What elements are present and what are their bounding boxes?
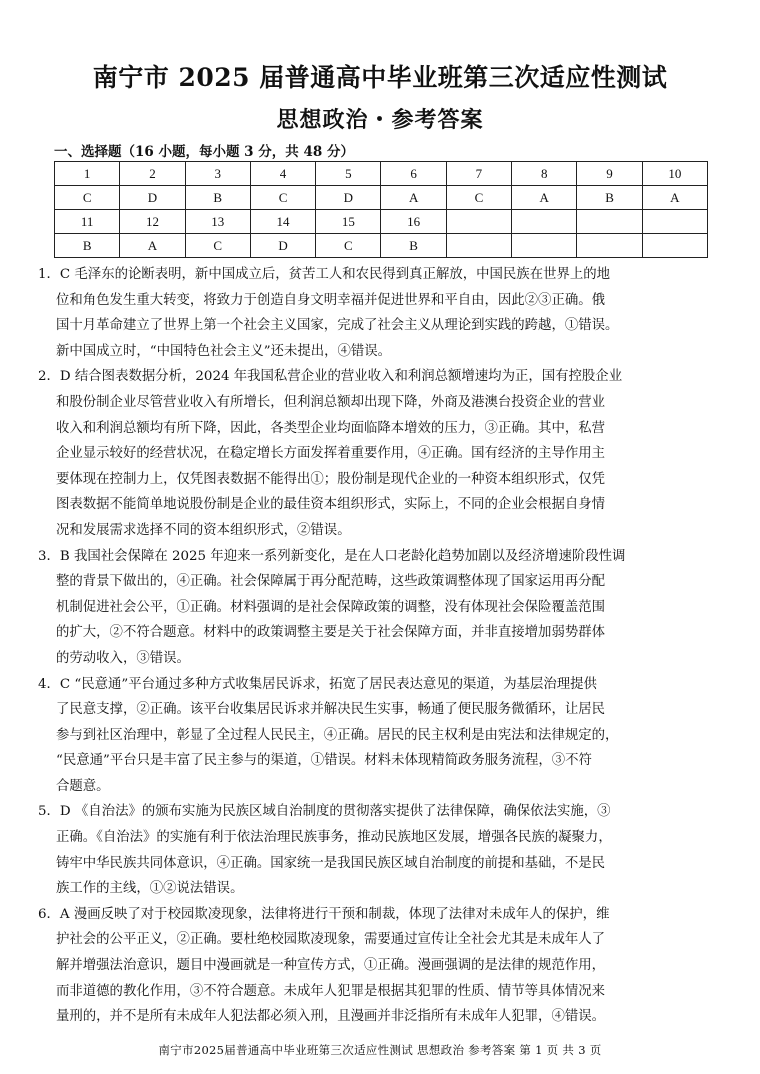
explanation-line: 参与到社区治理中，彰显了全过程人民民主，④正确。居民的民主权利是由宪法和法律规定的， <box>56 727 619 743</box>
explanation-line: 量刑的，并不是所有未成年人犯法都必须入刑，且漫画并非泛指所有未成年人犯罪，④错误。 <box>56 1009 606 1025</box>
answer-letter-cell: D <box>120 186 185 210</box>
explanation-line: 整的背景下做出的，④正确。社会保障属于再分配范畴，这些政策调整体现了国家运用再分配 <box>56 574 606 590</box>
question-number-cell <box>577 210 642 234</box>
explanation-line: 6．A 漫画反映了对于校园欺凌现象，法律将进行干预和制裁，体现了法律对未成年人的保护，维 <box>38 906 610 922</box>
answer-table-row <box>55 162 708 186</box>
question-number-cell: 15 <box>316 210 381 234</box>
answer-letter-cell: C <box>185 234 250 258</box>
explanation-line: 铸牢中华民族共同体意识，④正确。国家统一是我国民族区域自治制度的前提和基础，不是民 <box>56 855 606 871</box>
answer-table <box>54 161 708 258</box>
explanation-line: 和股份制企业尽管营业收入有所增长，但利润总额却出现下降，外商及港澳台投资企业的营业 <box>56 394 606 410</box>
answer-explanation <box>38 799 710 901</box>
answer-letter-cell <box>512 234 577 258</box>
explanation-line: 族工作的主线，①②说法错误。 <box>56 881 244 897</box>
question-number-cell: 10 <box>642 162 707 186</box>
answer-explanation <box>38 262 710 364</box>
question-number-cell: 4 <box>250 162 315 186</box>
answer-letter-cell: C <box>250 186 315 210</box>
answer-explanation <box>38 902 710 1030</box>
question-number-cell: 11 <box>55 210 120 234</box>
question-number-cell: 7 <box>446 162 511 186</box>
explanation-line: 国十月革命建立了世界上第一个社会主义国家，完成了社会主义从理论到实践的跨越，①错误。 <box>56 318 619 334</box>
answer-explanations <box>38 262 710 1030</box>
explanation-line: 了民意支撑，②正确。该平台收集居民诉求并解决民生实事，畅通了便民服务微循环，让居民 <box>56 702 606 718</box>
answer-explanation <box>38 672 710 800</box>
question-number-cell: 16 <box>381 210 446 234</box>
question-number-cell: 14 <box>250 210 315 234</box>
explanation-line: 合题意。 <box>56 778 110 794</box>
question-number-cell: 13 <box>185 210 250 234</box>
question-number-cell: 9 <box>577 162 642 186</box>
explanation-line: 新中国成立时，“中国特色社会主义”还未提出，④错误。 <box>56 343 392 359</box>
answer-table-row <box>55 234 708 258</box>
answer-letter-cell: A <box>120 234 185 258</box>
answer-letter-cell: A <box>642 186 707 210</box>
answer-letter-cell: A <box>512 186 577 210</box>
answer-letter-cell: C <box>316 234 381 258</box>
answer-letter-cell: C <box>446 186 511 210</box>
explanation-line: 正确。《自治法》的实施有利于依法治理民族事务，推动民族地区发展，增强各民族的凝聚力， <box>56 830 612 846</box>
answer-letter-cell: B <box>55 234 120 258</box>
page-subtitle: 思想政治・参考答案 <box>276 107 484 133</box>
answer-explanation <box>38 364 710 543</box>
question-number-cell <box>446 210 511 234</box>
explanation-line: 收入和利润总额均有所下降，因此，各类型企业均面临降本增效的压力，③正确。其中，私营 <box>56 420 606 436</box>
question-number-cell: 8 <box>512 162 577 186</box>
explanation-line: “民意通”平台只是丰富了民主参与的渠道，①错误。材料未体现精简政务服务流程，③不符 <box>56 753 592 769</box>
answer-table-row <box>55 186 708 210</box>
question-number-cell: 2 <box>120 162 185 186</box>
answer-letter-cell: B <box>577 186 642 210</box>
explanation-line: 3．B 我国社会保障在 2025 年迎来一系列新变化，是在人口老龄化趋势加剧以及经济增速阶段性调 <box>38 548 626 564</box>
explanation-line: 4．C “民意通”平台通过多种方式收集居民诉求，拓宽了居民表达意见的渠道，为基层治理提供 <box>38 676 597 692</box>
answer-letter-cell <box>642 234 707 258</box>
question-number-cell: 6 <box>381 162 446 186</box>
answer-letter-cell <box>577 234 642 258</box>
answer-letter-cell: B <box>381 234 446 258</box>
explanation-line: 2．D 结合图表数据分析，2024 年我国私营企业的营业收入和利润总额增速均为正，国有控股企业 <box>38 369 623 385</box>
explanation-line: 机制促进社会公平，①正确。材料强调的是社会保障政策的调整，没有体现社会保险覆盖范围 <box>56 599 606 615</box>
explanation-line: 护社会的公平正义，②正确。要杜绝校园欺凌现象，需要通过宣传让全社会尤其是未成年人了 <box>56 932 606 948</box>
answer-explanation <box>38 544 710 672</box>
explanation-line: 而非道德的教化作用，③不符合题意。未成年人犯罪是根据其犯罪的性质、情节等具体情况来 <box>56 983 606 999</box>
answer-letter-cell: D <box>250 234 315 258</box>
answer-letter-cell: B <box>185 186 250 210</box>
answer-letter-cell: C <box>55 186 120 210</box>
explanation-line: 位和角色发生重大转变，将致力于创造自身文明幸福并促进世界和平自由，因此②③正确。俄 <box>56 292 606 308</box>
question-number-cell: 1 <box>55 162 120 186</box>
explanation-line: 况和发展需求选择不同的资本组织形式，②错误。 <box>56 522 351 538</box>
explanation-line: 解并增强法治意识，题目中漫画就是一种宣传方式，①正确。漫画强调的是法律的规范作用， <box>56 958 606 974</box>
question-number-cell <box>512 210 577 234</box>
question-number-cell: 5 <box>316 162 381 186</box>
explanation-line: 图表数据不能简单地说股份制是企业的最佳资本组织形式，实际上，不同的企业会根据自身情 <box>56 497 606 513</box>
answer-table-row <box>55 210 708 234</box>
explanation-line: 企业显示较好的经营状况，在稳定增长方面发挥着重要作用，④正确。国有经济的主导作用主 <box>56 446 606 462</box>
explanation-line: 的劳动收入，③错误。 <box>56 650 190 666</box>
page-footer: 南宁市2025届普通高中毕业班第三次适应性测试 思想政治 参考答案 第 1 页 共 3 页 <box>158 1043 602 1057</box>
page-title: 南宁市 2025 届普通高中毕业班第三次适应性测试 <box>92 63 668 92</box>
answer-letter-cell: D <box>316 186 381 210</box>
explanation-line: 要体现在控制力上，仅凭图表数据不能得出①；股份制是现代企业的一种资本组织形式，仅凭 <box>56 471 606 487</box>
question-number-cell: 3 <box>185 162 250 186</box>
question-number-cell <box>642 210 707 234</box>
answer-letter-cell: A <box>381 186 446 210</box>
explanation-line: 5．D 《自治法》的颁布实施为民族区域自治制度的贯彻落实提供了法律保障，确保依法实施，③ <box>38 804 611 820</box>
question-number-cell: 12 <box>120 210 185 234</box>
explanation-line: 1．C 毛泽东的论断表明，新中国成立后，贫苦工人和农民得到真正解放，中国民族在世界上的地 <box>38 267 611 282</box>
explanation-line: 的扩大，②不符合题意。材料中的政策调整主要是关于社会保障方面，并非直接增加弱势群体 <box>56 625 606 641</box>
answer-letter-cell <box>446 234 511 258</box>
section-heading: 一、选择题（16 小题，每小题 3 分，共 48 分） <box>54 144 354 160</box>
